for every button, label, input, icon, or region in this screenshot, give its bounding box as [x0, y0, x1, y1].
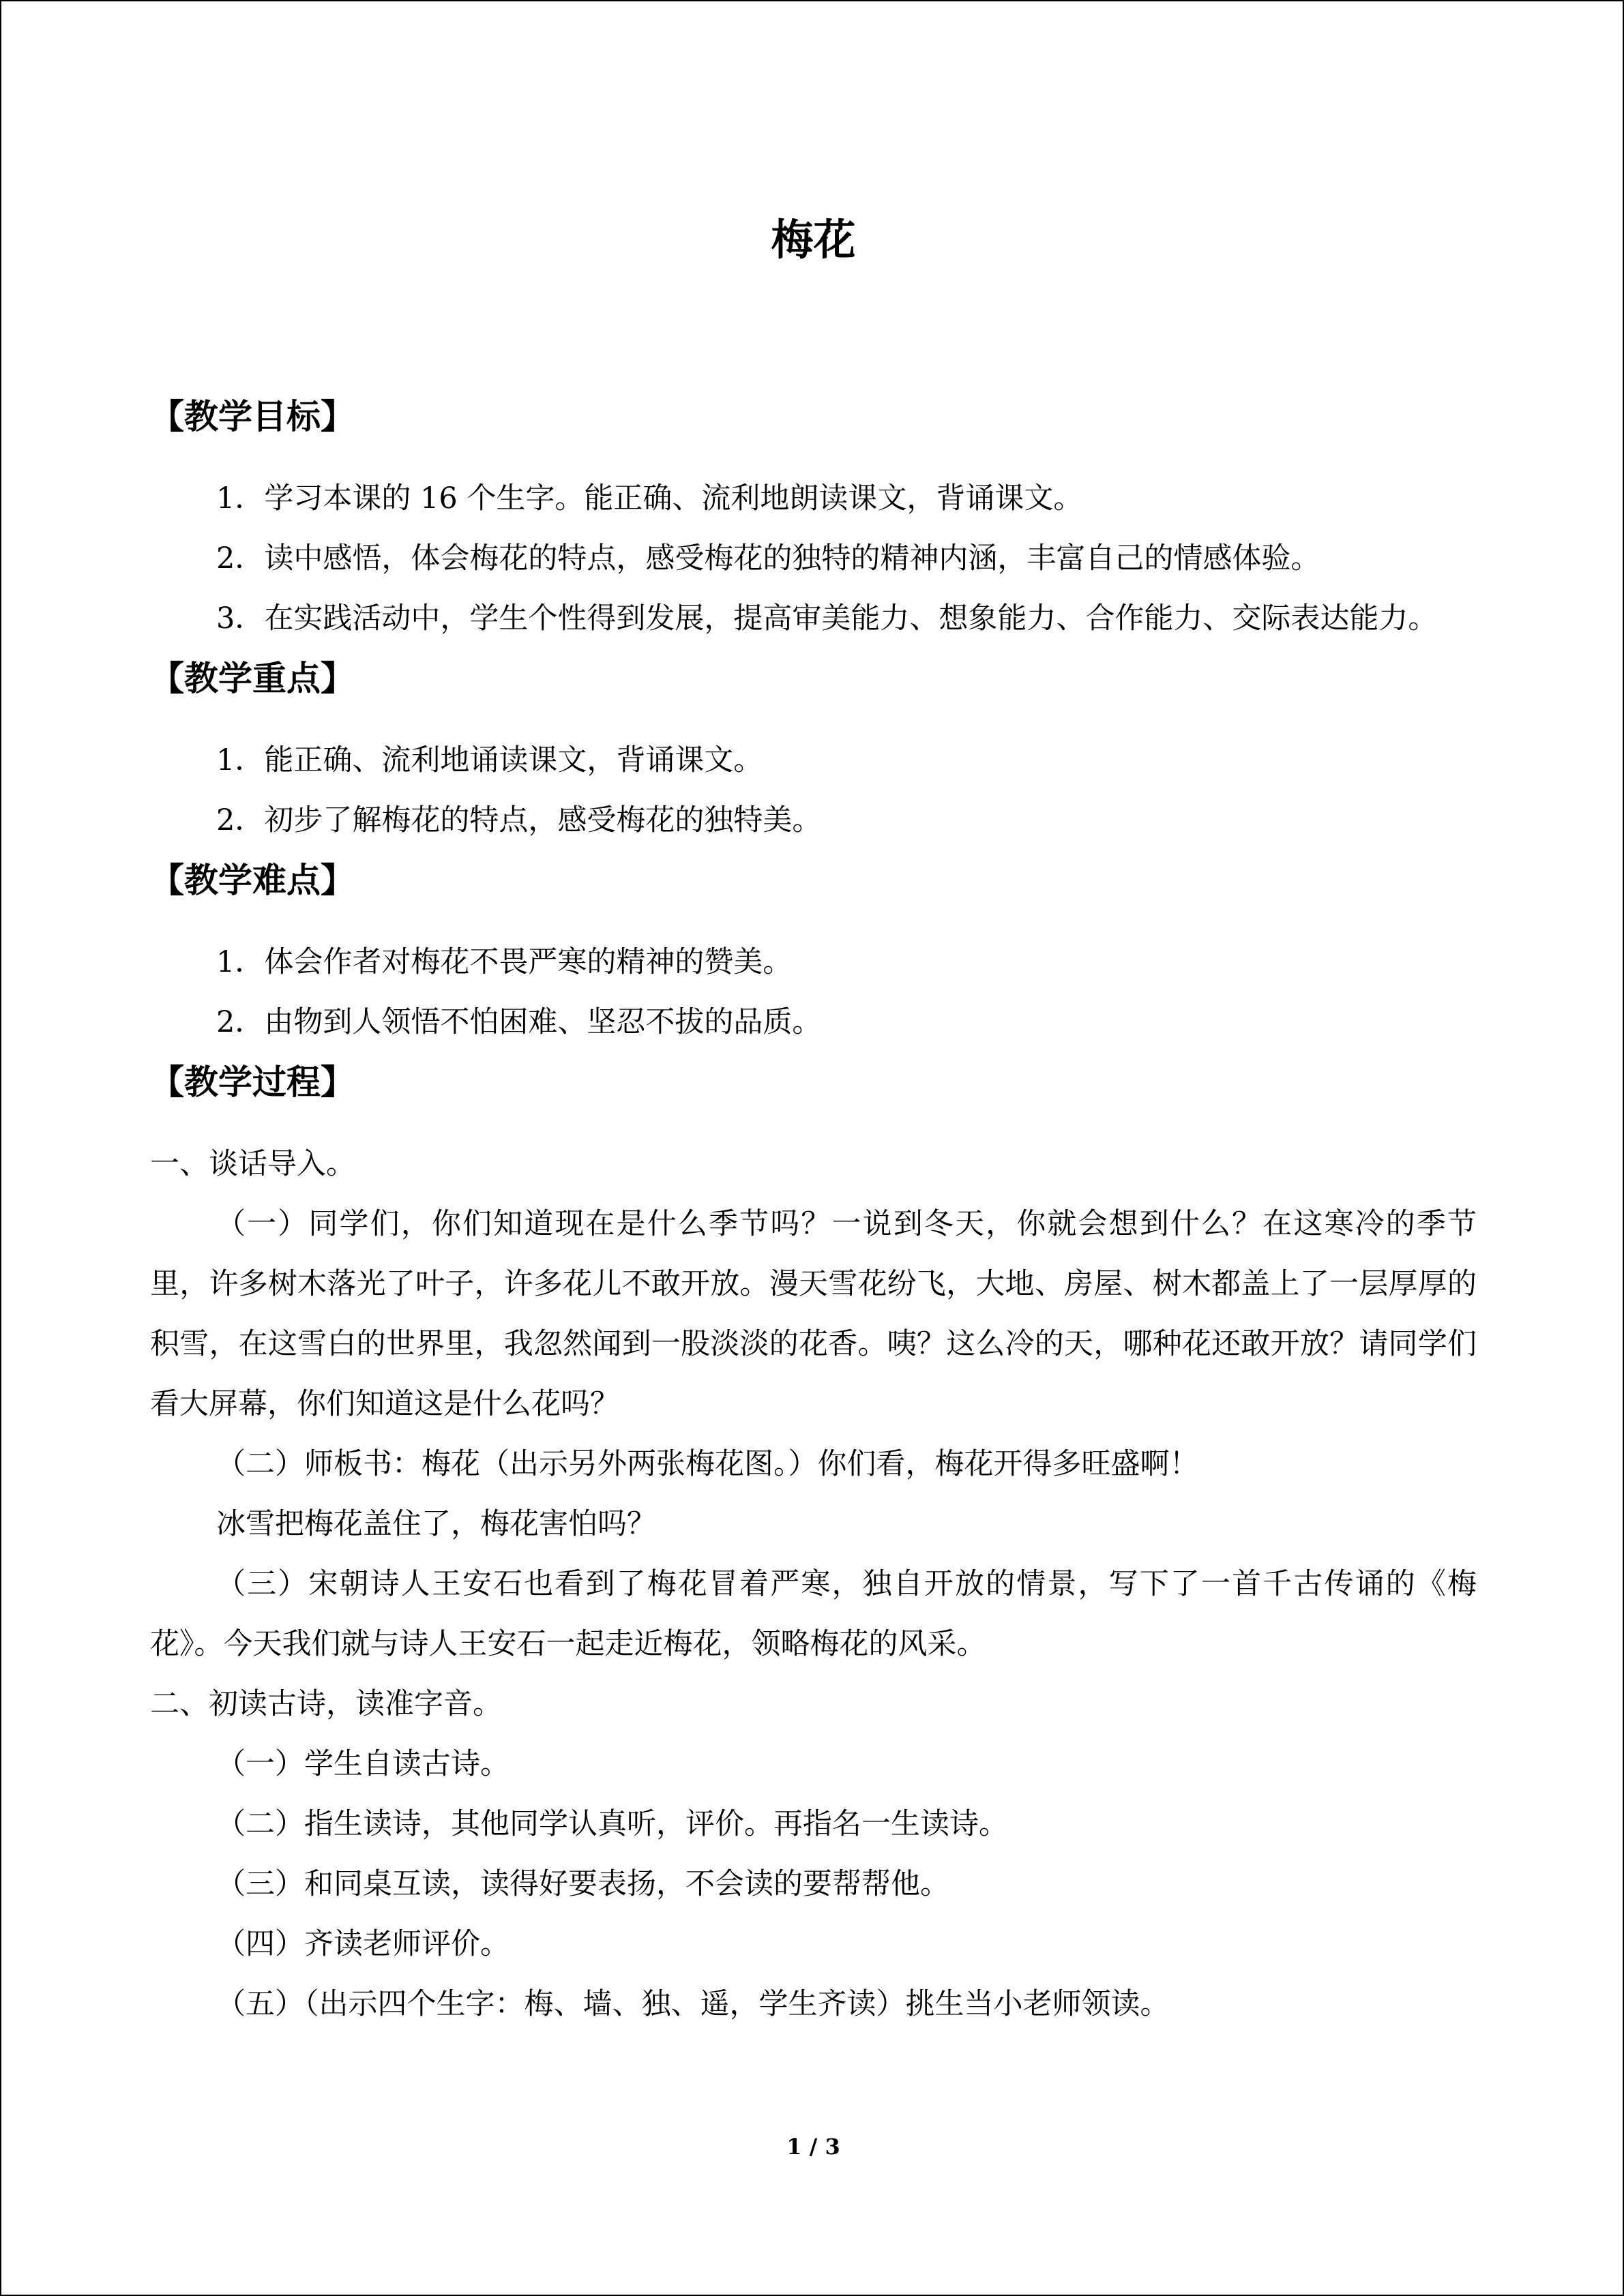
process-item: （四）齐读老师评价。: [216, 1927, 510, 1961]
process-item: 冰雪把梅花盖住了，梅花害怕吗？: [216, 1507, 656, 1541]
goal-item: 3．在实践活动中，学生个性得到发展，提高审美能力、想象能力、合作能力、交际表达能力。: [216, 601, 1438, 636]
process-item: （三）宋朝诗人王安石也看到了梅花冒着严寒，独自开放的情景，写下了一首千古传诵的《梅花》。今天我们就与诗人王安石一起走近梅花，领略梅花的风采。: [150, 1567, 1477, 1661]
process-part-title: 一、谈话导入。: [150, 1147, 355, 1181]
page-number: 1 / 3: [786, 2134, 840, 2160]
document-body: [150, 387, 1477, 2034]
process-item: （二）师板书：梅花（出示另外两张梅花图。）你们看，梅花开得多旺盛啊！: [216, 1447, 1199, 1481]
process-item: （二）指生读诗，其他同学认真听，评价。再指名一生读诗。: [216, 1807, 1008, 1841]
key-point-item: 1．能正确、流利地诵读课文，背诵课文。: [216, 743, 763, 777]
goal-item: 1．学习本课的 16 个生字。能正确、流利地朗读课文，背诵课文。: [216, 481, 1083, 516]
page-title: 梅花: [771, 215, 856, 265]
key-point-item: 2．初步了解梅花的特点，感受梅花的独特美。: [216, 803, 822, 837]
difficulty-item: 2．由物到人领悟不怕困难、坚忍不拔的品质。: [216, 1005, 822, 1039]
difficulty-item: 1．体会作者对梅花不畏严寒的精神的赞美。: [216, 945, 793, 979]
goal-item: 2．读中感悟，体会梅花的特点，感受梅花的独特的精神内涵，丰富自己的情感体验。: [216, 541, 1320, 576]
section-heading-goals: 【教学目标】: [150, 397, 355, 436]
section-heading-difficulties: 【教学难点】: [150, 861, 355, 900]
process-item: （一）同学们，你们知道现在是什么季节吗？一说到冬天，你就会想到什么？在这寒冷的季节里，许多树木落光了叶子，许多花儿不敢开放。漫天雪花纷飞，大地、房屋、树木都盖上了一层厚厚的积雪，在这雪白的世界里，我忽然闻到一股淡淡的花香。咦？这么冷的天，哪种花还敢开放？请同学们看大屏幕，你们知道这是什么花吗？: [150, 1207, 1477, 1421]
section-heading-process: 【教学过程】: [150, 1062, 355, 1102]
process-part-title: 二、初读古诗，读准字音。: [150, 1687, 502, 1721]
process-item: （三）和同桌互读，读得好要表扬，不会读的要帮帮他。: [216, 1867, 949, 1901]
process-item: （一）学生自读古诗。: [216, 1747, 510, 1781]
process-item: （五）（出示四个生字：梅、墙、独、遥，学生齐读）挑生当小老师领读。: [216, 1987, 1170, 2021]
section-heading-key-points: 【教学重点】: [150, 659, 355, 698]
